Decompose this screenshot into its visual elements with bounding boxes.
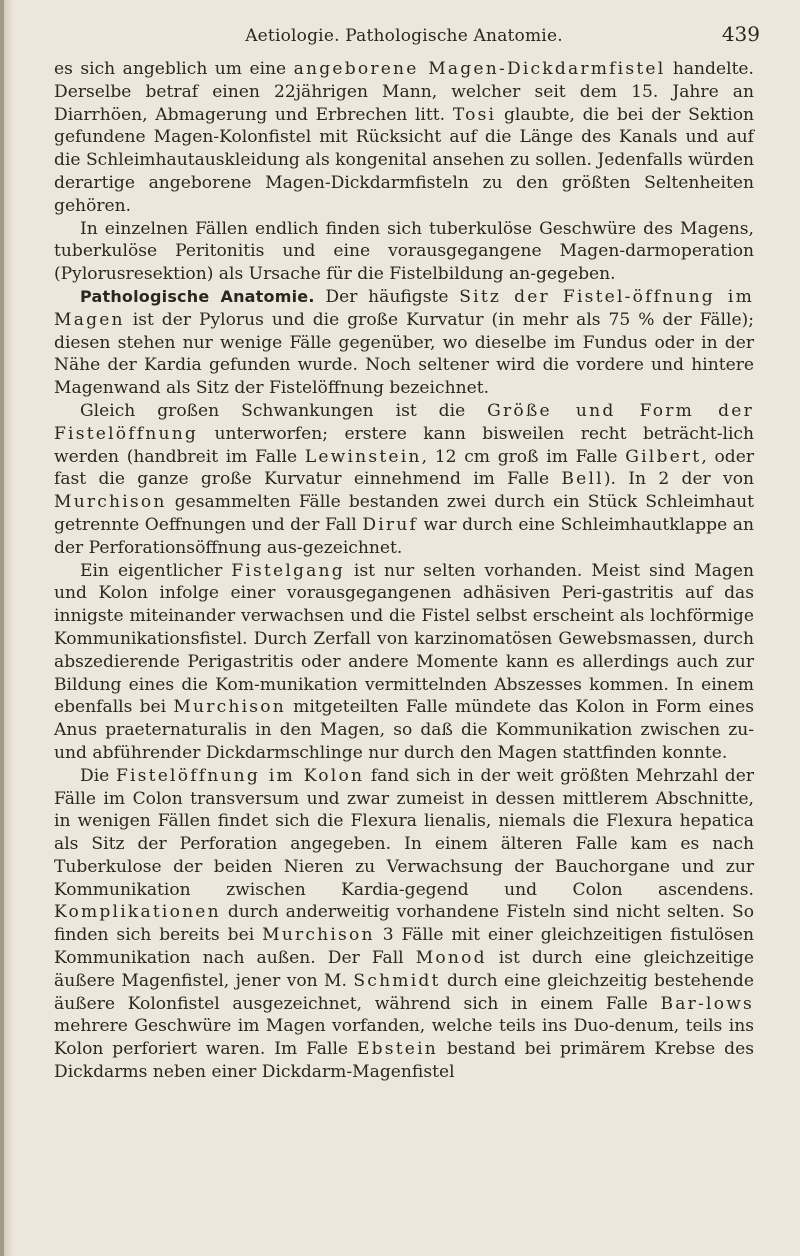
text-run: bestand bei primärem Krebse des Dickdarms neben einer Dickdarm-Magenfistel [54, 1039, 754, 1083]
paragraph [54, 400, 754, 560]
spaced-term: Fistelgang [231, 560, 345, 581]
spaced-term: Murchison [262, 925, 375, 946]
paragraph [54, 218, 754, 286]
spaced-term: Sitz der Fistel-öffnung im Magen [54, 286, 755, 330]
body-text [54, 58, 754, 1084]
text-run: ist nur selten vorhanden. Meist sind Magen und Kolon infolge einer vorausgegangenen adhäsiven Peri-gastritis auf das innigste miteinander verwachsen und die Fistel selbst erscheint als lochförmige Kommunikationsfistel. Durch Zerfall von karzinomatösen Gewebsmassen, durch abszedierende Perigastritis oder andere Momente kann es allerdings auch zur Bildung eines die Kom-munikation vermittelnden Abszesses kommen. In einem ebenfalls bei [54, 560, 754, 718]
text-run: unterworfen; erstere kann bisweilen recht beträcht-lich werden (handbreit im Falle [54, 423, 754, 467]
spaced-term: Lewinstein [304, 446, 422, 467]
paragraph [54, 765, 754, 1084]
paragraph [54, 58, 754, 218]
spaced-term: Tosi [452, 104, 497, 125]
text-run: gesammelten Fälle bestanden zwei durch ein Stück Schleimhaut getrennte Oeffnungen und der Fall [54, 492, 754, 535]
page-binding-shadow [0, 0, 4, 1256]
text-run: 3 Fälle mit einer gleichzeitigen fistulösen Kommunikation nach außen. Der Fall [54, 925, 755, 969]
paragraph [54, 286, 754, 400]
text-run: fand sich in der weit größten Mehrzahl der Fälle im Colon transversum und zwar zumeist in dessen mittlerem Abschnitte, in wenigen Fällen findet sich die Flexura lienalis, niemals die Flexura hepatica als Sitz der Perforation angegeben. In einem älteren Falle kam es nach Tuberkulose der beiden Nieren zu Verwachsung der Bauchorgane und zur Kommunikation zwischen Kardia-gegend und Colon ascendens. [54, 765, 754, 900]
page-number: 439 [721, 22, 760, 46]
running-title: Aetiologie. Pathologische Anatomie. [245, 26, 563, 46]
text-run: ist der Pylorus und die große Kurvatur (in mehr als 75 % der Fälle); diesen stehen nur wenige Fälle gegenüber, wo dieselbe im Fundus oder in der Nähe der Kardia gefunden wurde. Noch seltener wird die vordere und hintere Magenwand als Sitz der Fistelöffnung bezeichnet. [54, 309, 754, 399]
text-run: mehrere Geschwüre im Magen vorfanden, welche teils ins Duo-denum, teils ins Kolon perforiert waren. Im Falle [54, 1016, 754, 1060]
spaced-term: angeborene Magen-Dickdarmfistel [293, 59, 666, 79]
book-page [54, 22, 760, 1084]
text-run: Der häufigste [314, 286, 460, 307]
spaced-term: Schmidt [353, 970, 441, 991]
spaced-term: Murchison [173, 697, 286, 718]
section-heading: Pathologische Anatomie. [80, 286, 315, 306]
text-run: , 12 cm groß im Falle [421, 446, 626, 467]
text-run: handelte. Derselbe betraf einen 22jährigen Mann, welcher seit dem 15. Jahre an Diarrhöen, Abmagerung und Erbrechen litt. [54, 59, 754, 125]
text-run: In einzelnen Fällen endlich finden sich tuberkulöse Geschwüre des Magens, tuberkulöse Peritonitis und eine vorausgegangene Magen-darmoperation (Pylorusresektion) als Ursache für die Fistelbildung an-gegeben. [54, 218, 754, 285]
text-run: durch eine gleichzeitig bestehende äußere Kolonfistel ausgezeichnet, während sich in einem Falle [54, 970, 754, 1014]
spaced-term: Größe und Form der Fistelöffnung [54, 400, 754, 444]
spaced-term: Murchison [54, 492, 167, 513]
spaced-term: Fistelöffnung im Kolon [115, 765, 365, 786]
text-run: ). In 2 der von [603, 469, 754, 490]
text-run: war durch eine Schleimhautklappe an der Perforationsöffnung aus-gezeichnet. [54, 514, 754, 558]
text-run: es sich angeblich um eine [54, 59, 294, 79]
text-run: mitgeteilten Falle mündete das Kolon in Form eines Anus praeternaturalis in den Magen, so daß die Kommunikation zwischen zu- und abführender Dickdarmschlinge nur durch den Magen stattfinden konnte. [54, 697, 754, 763]
running-head [54, 22, 760, 48]
text-run: Gleich großen Schwankungen ist die [80, 400, 488, 421]
spaced-term: Gilbert [625, 446, 702, 467]
spaced-term: Bar-lows [660, 993, 754, 1014]
paragraph [54, 560, 754, 765]
spaced-term: Bell [561, 469, 604, 490]
text-run: Die [80, 765, 116, 786]
spaced-term: Ebstein [356, 1039, 438, 1060]
text-run: durch anderweitig vorhandene Fisteln sind nicht selten. So finden sich bereits bei [54, 902, 754, 946]
text-run: Ein eigentlicher [80, 560, 232, 581]
spaced-term: Komplikationen [54, 902, 221, 923]
text-run: , oder fast die ganze große Kurvatur einnehmend im Falle [54, 446, 755, 490]
spaced-term: Monod [415, 948, 487, 969]
text-run: glaubte, die bei der Sektion gefundene Magen-Kolonfistel mit Rücksicht auf die Länge des Kanals und auf die Schleimhautauskleidung als kongenital ansehen zu sollen. Jedenfalls würden derartige angeborene Magen-Dickdarmfisteln zu den größten Seltenheiten gehören. [54, 104, 754, 216]
text-run: ist durch eine gleichzeitige äußere Magenfistel, jener von M. [54, 948, 754, 991]
spaced-term: Diruf [362, 514, 419, 535]
